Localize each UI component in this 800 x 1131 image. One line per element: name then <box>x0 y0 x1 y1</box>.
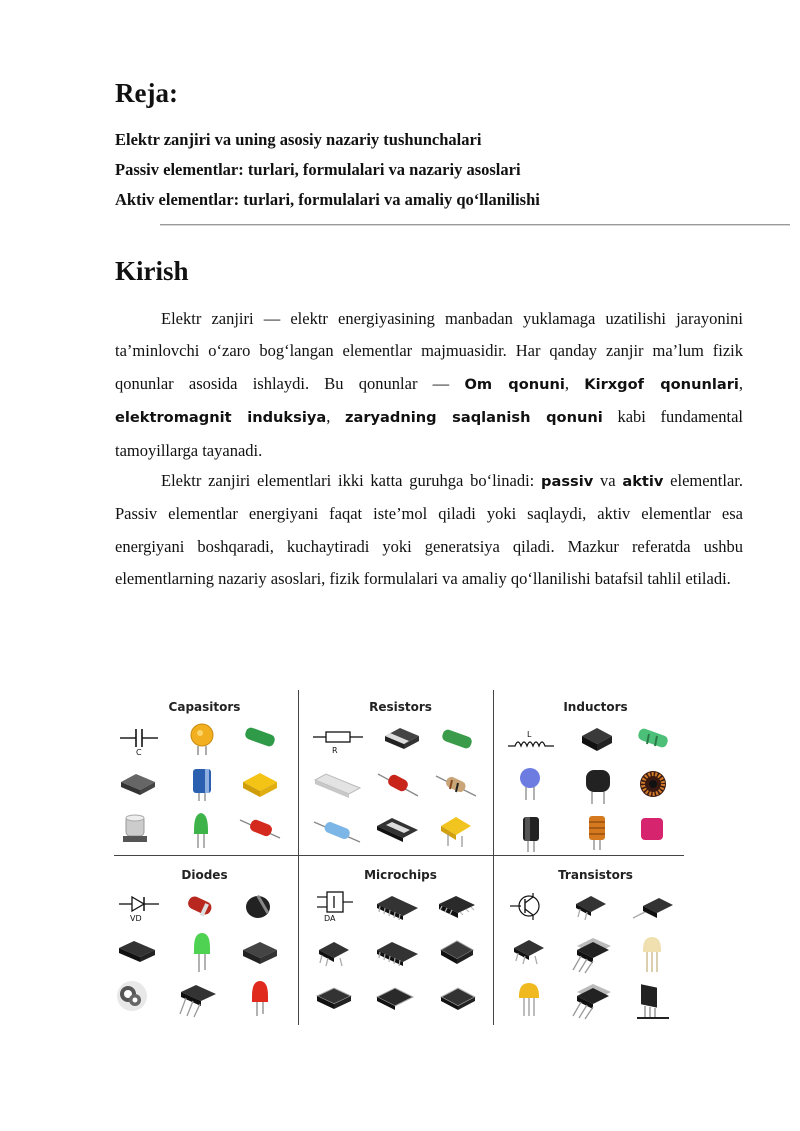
smd-diode-icon <box>116 938 158 964</box>
qfn-chip-icon <box>438 984 478 1014</box>
intro-paragraph-2 <box>115 465 743 596</box>
led-red-icon <box>248 978 272 1018</box>
text-run: va <box>593 471 623 490</box>
led-green-icon <box>190 930 214 974</box>
capacitors-cell <box>112 690 297 855</box>
symbol-label: DA <box>324 914 336 923</box>
text-run: kabi fundamental tamoyillarga tayanadi. <box>115 407 743 460</box>
category-title: Capasitors <box>168 700 241 714</box>
smd-resistor-icon <box>382 724 422 752</box>
axial-inductor-icon <box>633 726 673 752</box>
text-run: elementlar. Passiv elementlar energiyani faqat iste’mol qiladi yoki saqlaydi, aktiv elementlar esa energiyani boshqaradi, kuchaytiradi yoki generatsiya qiladi. Mazkur referatda ushbu elementlarning nazariy asoslari, fizik formulalari va amaliy qo‘llanilishi batafsil tahlil etiladi. <box>115 471 744 589</box>
bga-chip-icon <box>438 936 476 970</box>
to220-transistor-icon <box>567 936 613 974</box>
red-resistor-icon <box>376 768 420 800</box>
plan-item: Passiv elementlar: turlari, formulalari va nazariy asoslari <box>115 160 521 179</box>
green-resistor-icon <box>436 726 478 754</box>
bold-term-passive: passiv <box>541 473 594 490</box>
resistors-cell <box>308 690 493 855</box>
lens-icon[interactable] <box>114 978 150 1014</box>
category-title: Resistors <box>369 700 432 714</box>
ceramic-resistor-icon <box>312 770 362 800</box>
diode-symbol-icon <box>118 892 160 916</box>
text-run: , <box>738 373 744 393</box>
inductor-symbol-icon <box>507 736 555 750</box>
text-run: Elektr zanjiri elementlari ikki katta guruhga bo‘linadi: <box>161 471 542 490</box>
black-inductor-icon <box>519 814 543 854</box>
pink-inductor-icon <box>637 814 667 846</box>
grid-divider <box>298 690 299 1025</box>
intro-paragraph-1 <box>115 303 743 467</box>
red-diode-icon <box>180 892 220 922</box>
bold-term-charge-conservation: zaryadning saqlanish qonuni <box>344 409 603 427</box>
transistor-symbol-icon <box>509 892 545 922</box>
symbol-label: R <box>332 746 338 755</box>
power-transistor-icon <box>567 982 613 1020</box>
smd-inductor-icon <box>579 724 615 754</box>
category-title: Microchips <box>364 868 437 882</box>
bridge-diode-icon <box>240 938 280 968</box>
carbon-resistor-icon <box>434 770 478 800</box>
soic-chip-icon <box>436 892 478 922</box>
power-inductor-icon <box>583 766 613 806</box>
toroid-inductor-icon <box>637 768 669 800</box>
category-title: Inductors <box>563 700 628 714</box>
text-run: , <box>564 373 585 393</box>
axial-capacitor-icon <box>238 814 282 844</box>
electrolytic-capacitor-icon <box>190 766 214 802</box>
sot-transistor-icon <box>631 894 675 924</box>
category-title: Diodes <box>181 868 228 882</box>
tantalum-capacitor-icon <box>240 770 280 800</box>
film-capacitor-icon <box>240 726 280 752</box>
plan-list <box>115 128 540 218</box>
bold-term-active: aktiv <box>622 473 664 490</box>
grid-divider <box>114 855 684 856</box>
yellow-transistor-icon <box>515 980 543 1020</box>
to92-transistor-icon <box>639 934 665 974</box>
plan-item: Elektr zanjiri va uning asosiy nazariy tushunchalari <box>115 130 482 149</box>
bold-term-ohm-law: Om qonuni <box>464 375 565 393</box>
qfp-chip-icon <box>314 938 354 972</box>
text-run: , <box>326 407 345 427</box>
symbol-label: C <box>136 748 142 757</box>
transistors-cell <box>503 858 688 1023</box>
inductors-cell <box>503 690 688 855</box>
plcc-chip-icon <box>314 984 354 1014</box>
ceramic-capacitor-icon <box>188 722 216 756</box>
green-capacitor-icon <box>190 810 212 850</box>
black-diode-icon <box>242 892 274 922</box>
symbol-label: VD <box>130 914 142 923</box>
plan-heading: Reja: <box>115 78 178 108</box>
smd-electrolytic-capacitor-icon <box>120 812 150 846</box>
category-title: Transistors <box>558 868 633 882</box>
dpak-transistor-icon <box>571 892 611 926</box>
text-run: Elektr zanjiri — elektr energiyasining manbadan yuklamaga uzatilishi jarayonini ta’minlovchi o‘zaro bog‘langan elementlar majmuasidir. Har qanday zanjir ma’lum fizik qonunlar asosida ishlaydi. Bu qonunlar — <box>115 309 743 393</box>
dip-chip-icon <box>374 892 420 922</box>
microchips-cell <box>308 858 493 1023</box>
intro-heading: Kirish <box>115 256 189 286</box>
power-diode-icon <box>176 982 222 1018</box>
resistor-network-icon <box>374 814 420 844</box>
section-divider <box>160 224 790 225</box>
resistor-symbol-icon <box>312 726 364 748</box>
dip-chip-long-icon <box>374 938 420 968</box>
tqfp-chip-icon <box>374 984 416 1014</box>
potentiometer-icon <box>438 812 474 848</box>
components-figure <box>112 690 687 1025</box>
smd-transistor-icon <box>509 936 549 972</box>
coil-inductor-icon <box>583 812 611 852</box>
plan-item: Aktiv elementlar: turlari, formulalari va amaliy qo‘llanilishi <box>115 190 540 209</box>
symbol-label: L <box>527 730 532 739</box>
blue-inductor-icon <box>515 766 545 802</box>
bold-term-kirchhoff-laws: Kirxgof qonunlari <box>584 375 739 393</box>
to3p-transistor-icon <box>635 980 671 1020</box>
blue-resistor-icon <box>312 818 362 846</box>
smd-capacitor-icon <box>118 770 158 796</box>
diodes-cell <box>112 858 297 1023</box>
bold-term-induction: elektromagnit induksiya <box>115 409 327 427</box>
grid-divider <box>493 690 494 1025</box>
